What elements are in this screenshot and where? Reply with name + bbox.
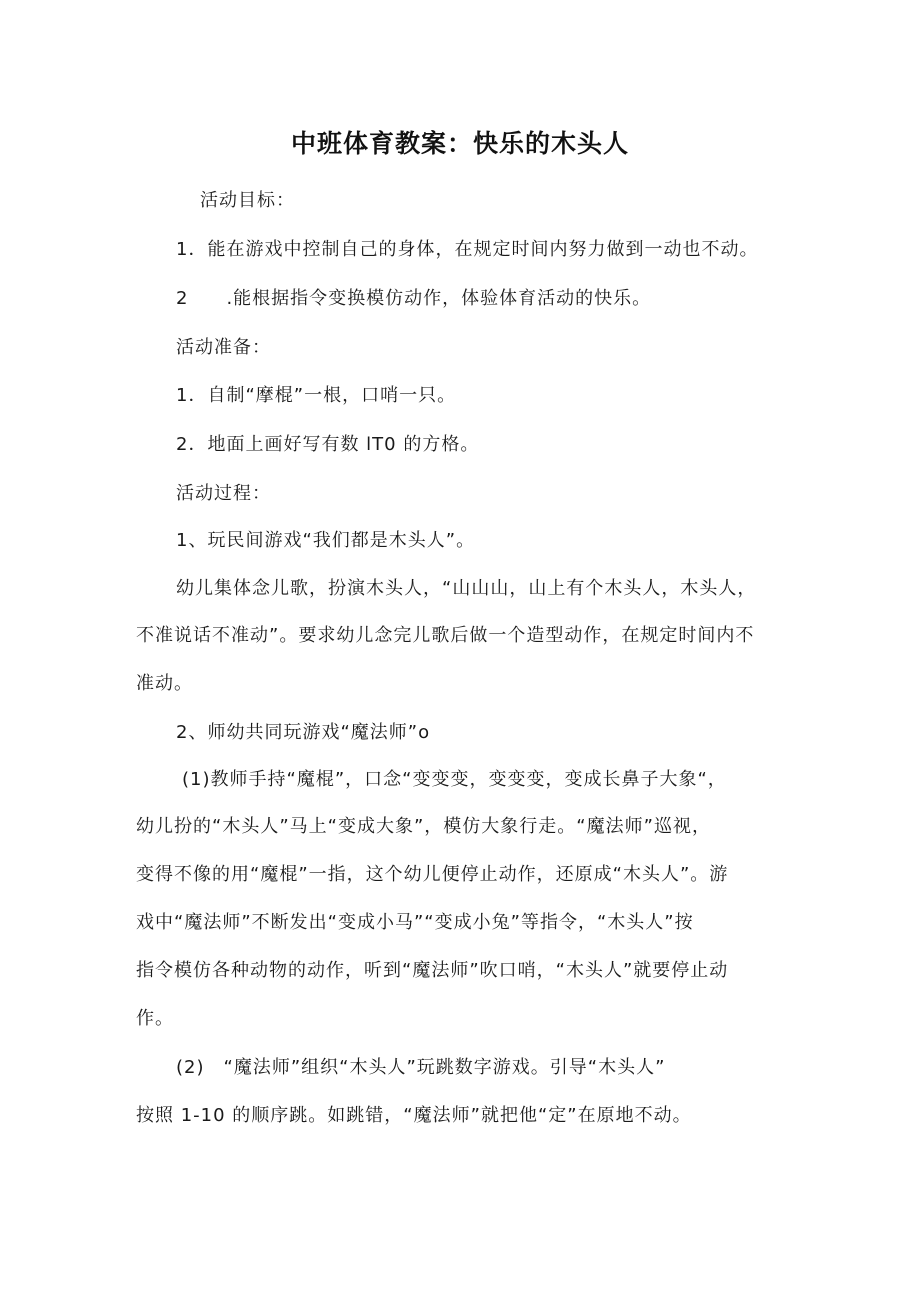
process-heading: 活动过程： <box>176 483 271 504</box>
step-2-sub1-line: 幼儿扮的“木头人”马上“变成大象”，模仿大象行走。“魔法师”巡视， <box>136 816 711 837</box>
prep-item-1: 1．自制“摩棍”一根，口哨一只。 <box>176 385 457 406</box>
step-1-line: 幼儿集体念儿歌，扮演木头人，“山山山，山上有个木头人，木头人， <box>176 578 757 599</box>
step-1-heading: 1、玩民间游戏“我们都是木头人”。 <box>176 530 476 551</box>
goal-item-2: 2 .能根据指令变换模仿动作，体验体育活动的快乐。 <box>176 288 652 309</box>
prep-item-2: 2．地面上画好写有数 lT0 的方格。 <box>176 434 480 455</box>
step-2-sub1-line: 戏中“魔法师”不断发出“变成小马”“变成小兔”等指令，“木头人”按 <box>136 912 694 933</box>
step-2-sub2-line: 按照 1-10 的顺序跳。如跳错，“魔法师”就把他“定”在原地不动。 <box>136 1105 692 1126</box>
step-1-line: 不准说话不准动”。要求幼儿念完儿歌后做一个造型动作，在规定时间内不 <box>136 625 755 646</box>
step-2-sub1-line: 指令模仿各种动物的动作，听到“魔法师”吹口哨，“木头人”就要停止动 <box>136 960 729 981</box>
step-1-line: 准动。 <box>136 673 193 694</box>
step-2-heading: 2、师幼共同玩游戏“魔法师”o <box>176 722 431 743</box>
goal-item-1: 1．能在游戏中控制自己的身体，在规定时间内努力做到一动也不动。 <box>176 239 759 260</box>
step-2-sub1-line: 作。 <box>136 1008 174 1029</box>
step-2-sub2-line: (2) “魔法师”组织“木头人”玩跳数字游戏。引导“木头人” <box>176 1057 666 1078</box>
goals-heading: 活动目标： <box>200 190 295 211</box>
step-2-sub1-line: (1)教师手持“魔棍”，口念“变变变，变变变，变成长鼻子大象“， <box>182 769 727 790</box>
document-title: 中班体育教案：快乐的木头人 <box>290 129 629 158</box>
prep-heading: 活动准备： <box>176 337 271 358</box>
step-2-sub1-line: 变得不像的用“魔棍”一指，这个幼儿便停止动作，还原成“木头人”。游 <box>136 864 729 885</box>
